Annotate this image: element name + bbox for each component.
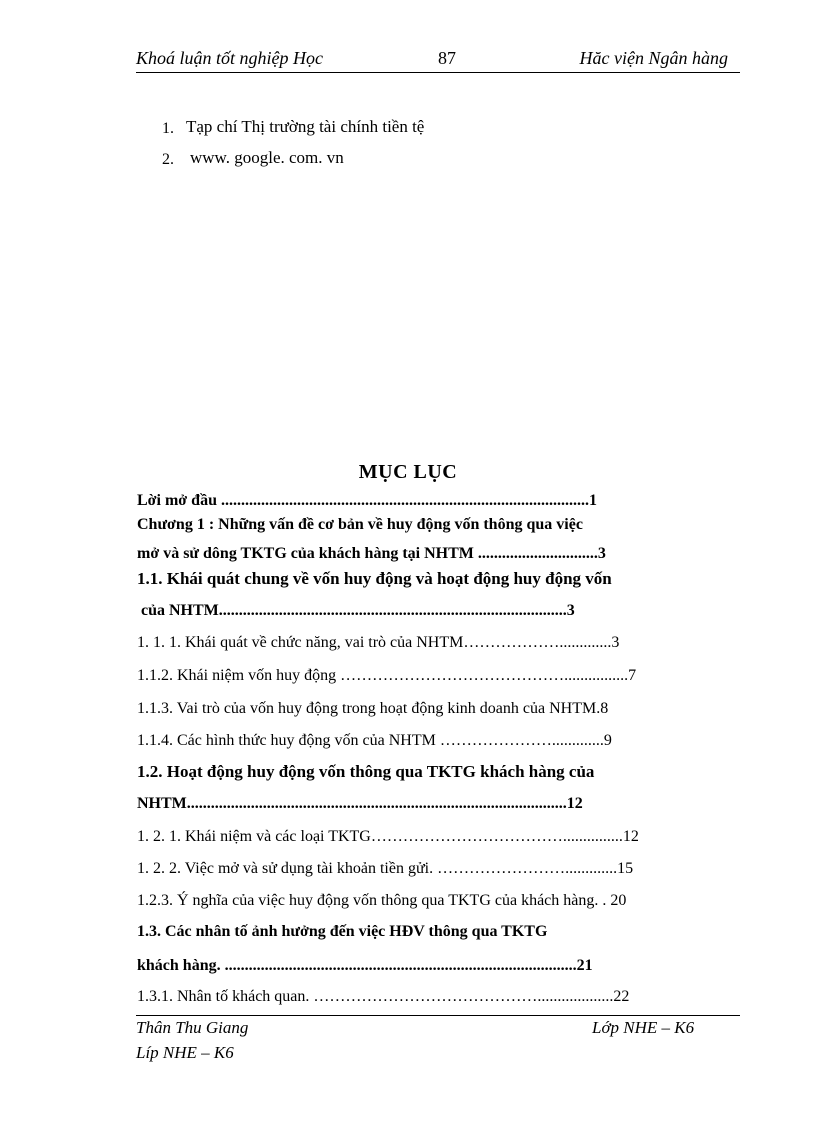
header-right-text: Hăc viện Ngân hàng (579, 48, 728, 68)
reference-number: 2. (162, 151, 174, 168)
reference-text: Tạp chí Thị trường tài chính tiền tệ (186, 117, 425, 136)
toc-entry: khách hàng. ........................................................................................21 (137, 957, 593, 974)
toc-title: MỤC LỤC (358, 461, 458, 483)
page-number: 87 (438, 48, 456, 68)
footer-author: Thân Thu Giang (136, 1018, 249, 1037)
footer-divider (136, 1015, 740, 1016)
toc-entry: NHTM...............................................................................................12 (137, 795, 583, 812)
toc-entry: 1.1.2. Khái niệm vốn huy động ……………………………………................7 (137, 667, 637, 684)
header-left-text: Khoá luận tốt nghiệp Học (136, 48, 323, 68)
toc-entry: 1. 2. 2. Việc mở và sử dụng tài khoản tiền gửi. …………………….............15 (137, 860, 634, 877)
toc-entry: 1.1. Khái quát chung về vốn huy động và hoạt động huy động vốn (137, 569, 612, 588)
toc-entry: 1.3.1. Nhân tố khách quan. ……………………………………...................22 (137, 988, 630, 1005)
toc-entry: 1. 2. 1. Khái niệm và các loại TKTG………………………………...............12 (137, 828, 639, 845)
reference-number: 1. (162, 120, 174, 137)
toc-entry: 1.2. Hoạt động huy động vốn thông qua TKTG khách hàng của (137, 762, 595, 781)
toc-entry: Lời mở đầu ............................................................................................1 (137, 492, 597, 509)
toc-entry: 1.1.4. Các hình thức huy động vốn của NHTM ………………….............9 (137, 732, 612, 749)
toc-entry: mở và sử dông TKTG của khách hàng tại NHTM ..............................3 (137, 545, 606, 562)
toc-entry: của NHTM.......................................................................................3 (141, 602, 575, 619)
toc-entry: 1. 1. 1. Khái quát về chức năng, vai trò của NHTM……………….............3 (137, 634, 620, 651)
toc-entry: 1.1.3. Vai trò của vốn huy động trong hoạt động kinh doanh của NHTM.8 (137, 700, 609, 717)
footer-class: Lớp NHE – K6 (592, 1018, 695, 1037)
footer-class-secondary: Líp NHE – K6 (136, 1043, 234, 1062)
toc-entry: 1.2.3. Ý nghĩa của việc huy động vốn thông qua TKTG của khách hàng. . 20 (137, 892, 627, 909)
toc-entry: 1.3. Các nhân tố ảnh hưởng đến việc HĐV thông qua TKTG (137, 923, 548, 940)
page-header (136, 48, 740, 73)
reference-text: www. google. com. vn (190, 148, 344, 167)
toc-entry: Chương 1 : Những vấn đề cơ bản về huy động vốn thông qua việc (137, 516, 583, 533)
